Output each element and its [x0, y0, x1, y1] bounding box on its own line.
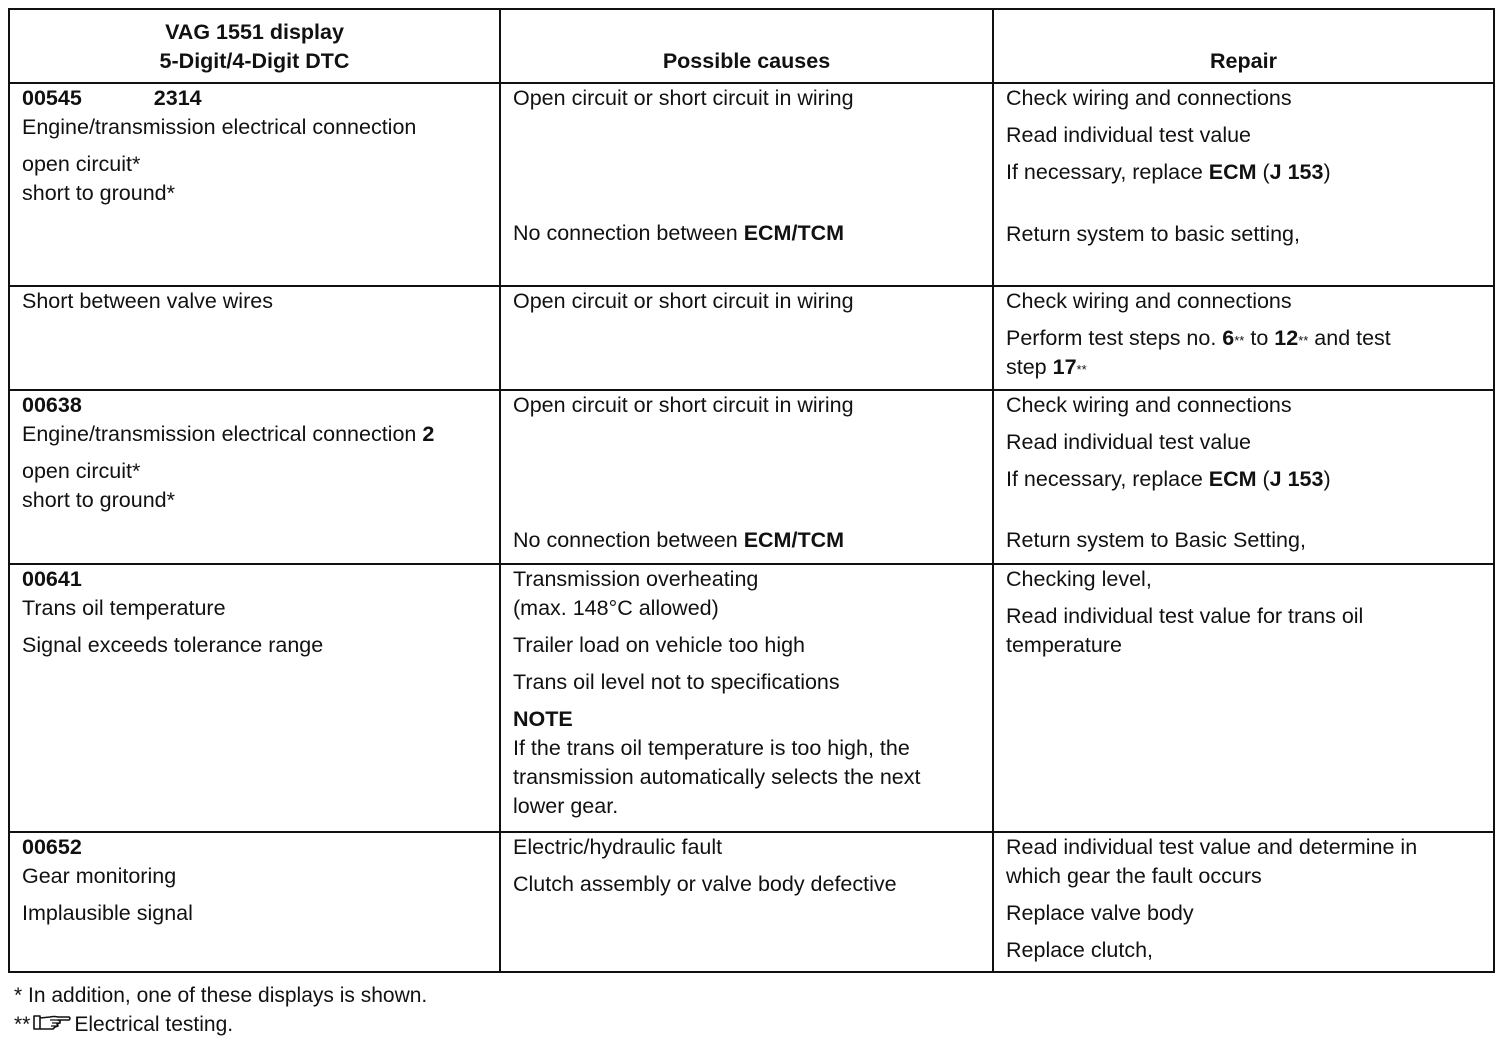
footnotes [14, 981, 427, 1040]
dtc-code: 00652 [22, 835, 82, 859]
header-dtc-line1: VAG 1551 display [165, 20, 344, 44]
note-text: lower gear. [513, 794, 619, 818]
cause-item: Clutch assembly or valve body defective [513, 872, 897, 896]
repair-item: step 17** [1006, 355, 1087, 379]
repair-item: Check wiring and connections [1006, 289, 1292, 313]
repair-item: Read individual test value for trans oil [1006, 604, 1364, 628]
cause-item: Open circuit or short circuit in wiring [513, 393, 854, 417]
repair-item: which gear the fault occurs [1006, 864, 1262, 888]
dtc-description: Trans oil temperature [22, 596, 226, 620]
repair-item: Check wiring and connections [1006, 86, 1292, 110]
table-row [9, 390, 1494, 564]
header-dtc [9, 9, 500, 83]
table-row [9, 832, 1494, 972]
cause-item: Trans oil level not to specifications [513, 670, 840, 694]
dtc-cell [9, 390, 500, 564]
dtc-description: Implausible signal [22, 901, 193, 925]
cause-item: No connection between ECM/TCM [513, 528, 845, 552]
repair-item: Read individual test value [1006, 123, 1252, 147]
dtc-code: 00638 [22, 393, 82, 417]
dtc-table [8, 8, 1495, 973]
repair-item: Return system to basic setting, [1006, 222, 1300, 246]
causes-cell [500, 286, 993, 390]
dtc-description: Short between valve wires [22, 289, 273, 313]
repair-item: Check wiring and connections [1006, 393, 1292, 417]
header-causes: Possible causes [500, 9, 993, 83]
dtc-description: Engine/transmission electrical connection 2 [22, 422, 435, 446]
causes-cell [500, 83, 993, 286]
repair-item: Read individual test value and determine in [1006, 835, 1418, 859]
cause-item: Electric/hydraulic fault [513, 835, 723, 859]
dtc-cell [9, 832, 500, 972]
repair-item: Return system to Basic Setting, [1006, 528, 1306, 552]
table-row [9, 286, 1494, 390]
cause-item: Open circuit or short circuit in wiring [513, 289, 854, 313]
repair-item: Perform test steps no. 6** to 12** and test [1006, 326, 1391, 350]
pointing-hand-icon [32, 1011, 72, 1040]
dtc-display-variant: open circuit* [22, 152, 141, 176]
cause-item: No connection between ECM/TCM [513, 221, 845, 245]
repair-cell [993, 564, 1494, 832]
repair-item: Read individual test value [1006, 430, 1252, 454]
repair-cell [993, 390, 1494, 564]
repair-item: Replace clutch, [1006, 938, 1153, 962]
dtc-code: 00545 [22, 86, 82, 110]
header-repair: Repair [993, 9, 1494, 83]
causes-cell [500, 390, 993, 564]
footnote-single-asterisk: * In addition, one of these displays is shown. [14, 984, 428, 1007]
table-row [9, 564, 1494, 832]
repair-item: Checking level, [1006, 567, 1152, 591]
note-text: transmission automatically selects the next [513, 765, 921, 789]
repair-cell [993, 286, 1494, 390]
table-row [9, 83, 1494, 286]
note-text: If the trans oil temperature is too high, the [513, 736, 910, 760]
repair-item: temperature [1006, 633, 1122, 657]
dtc-display-variant: open circuit* [22, 459, 141, 483]
dtc-description: Signal exceeds tolerance range [22, 633, 324, 657]
dtc-code: 00641 [22, 567, 82, 591]
dtc-description: Gear monitoring [22, 864, 177, 888]
repair-item: If necessary, replace ECM (J 153) [1006, 160, 1331, 184]
cause-item: Trailer load on vehicle too high [513, 633, 806, 657]
dtc-cell [9, 286, 500, 390]
dtc-code-4digit: 2314 [153, 86, 202, 110]
dtc-description: Engine/transmission electrical connection [22, 115, 417, 139]
cause-item: Transmission overheating [513, 567, 759, 591]
note-title: NOTE [513, 707, 573, 731]
header-dtc-line2: 5-Digit/4-Digit DTC [159, 49, 350, 73]
dtc-cell [9, 83, 500, 286]
footnote-double-asterisk: ** Electrical testing. [14, 1010, 427, 1040]
repair-item: If necessary, replace ECM (J 153) [1006, 467, 1331, 491]
repair-item: Replace valve body [1006, 901, 1194, 925]
cause-item: (max. 148°C allowed) [513, 596, 719, 620]
dtc-display-variant: short to ground* [22, 488, 175, 512]
repair-cell [993, 832, 1494, 972]
table-header-row [9, 9, 1494, 83]
dtc-display-variant: short to ground* [22, 181, 175, 205]
dtc-cell [9, 564, 500, 832]
repair-cell [993, 83, 1494, 286]
causes-cell [500, 564, 993, 832]
causes-cell [500, 832, 993, 972]
cause-item: Open circuit or short circuit in wiring [513, 86, 854, 110]
